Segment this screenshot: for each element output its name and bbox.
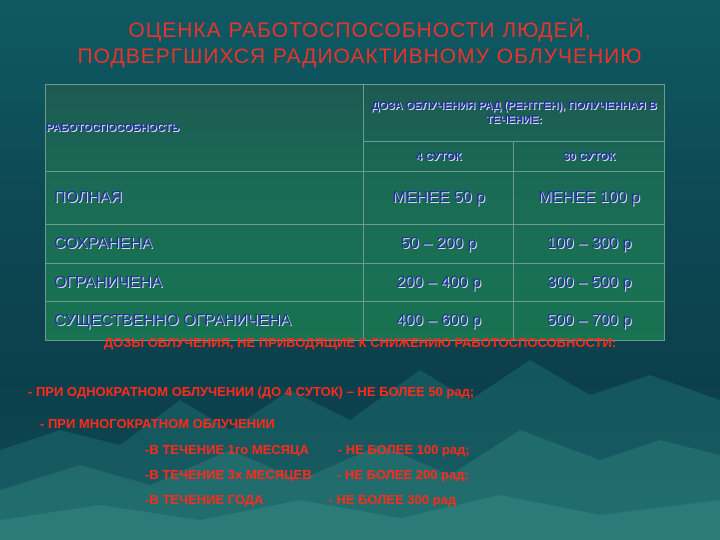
row-dose-4: 200 – 400 р — [364, 264, 514, 302]
row-dose-4: МЕНЕЕ 50 р — [364, 172, 514, 225]
header-dose: ДОЗА ОБЛУЧЕНИЯ РАД (РЕНТГЕН), ПОЛУЧЕННАЯ В ТЕЧЕНИЕ: — [364, 85, 665, 142]
note-single-exposure: - ПРИ ОДНОКРАТНОМ ОБЛУЧЕНИИ (ДО 4 СУТОК) – НЕ БОЛЕЕ 50 рад; — [28, 384, 475, 399]
row-dose-30: 100 – 300 р — [514, 225, 665, 264]
row-dose-30: 300 – 500 р — [514, 264, 665, 302]
table-row — [46, 225, 665, 264]
note-month: -В ТЕЧЕНИЕ 1го МЕСЯЦА - НЕ БОЛЕЕ 100 рад; — [145, 442, 470, 457]
row-dose-30: 500 – 700 р — [514, 302, 665, 341]
slide-title: ОЦЕНКА РАБОТОСПОСОБНОСТИ ЛЮДЕЙ, ПОДВЕРГШИХСЯ РАДИОАКТИВНОМУ ОБЛУЧЕНИЮ — [77, 19, 643, 68]
row-dose-30: МЕНЕЕ 100 р — [514, 172, 665, 225]
row-dose-4: 400 – 600 р — [364, 302, 514, 341]
table-row — [46, 264, 665, 302]
subheader-4-days: 4 СУТОК — [364, 142, 514, 172]
note-three-months: -В ТЕЧЕНИЕ 3х МЕСЯЦЕВ - НЕ БОЛЕЕ 200 рад; — [145, 467, 469, 482]
row-label: ОГРАНИЧЕНА — [46, 264, 364, 302]
subheader-30-days: 30 СУТОК — [514, 142, 665, 172]
row-dose-4: 50 – 200 р — [364, 225, 514, 264]
work-capacity-table — [45, 84, 665, 341]
note-year: -В ТЕЧЕНИЕ ГОДА - НЕ БОЛЕЕ 300 рад — [145, 492, 457, 507]
table-row — [46, 172, 665, 225]
row-label: СУЩЕСТВЕННО ОГРАНИЧЕНА — [46, 302, 364, 341]
notes-heading: ДОЗЫ ОБЛУЧЕНИЯ, НЕ ПРИВОДЯЩИЕ К СНИЖЕНИЮ РАБОТОСПОСОБНОСТИ: — [103, 335, 617, 350]
header-capacity: РАБОТОСПОСОБНОСТЬ — [46, 85, 364, 172]
row-label: ПОЛНАЯ — [46, 172, 364, 225]
row-label: СОХРАНЕНА — [46, 225, 364, 264]
note-multiple-exposure: - ПРИ МНОГОКРАТНОМ ОБЛУЧЕНИИ — [40, 416, 275, 431]
